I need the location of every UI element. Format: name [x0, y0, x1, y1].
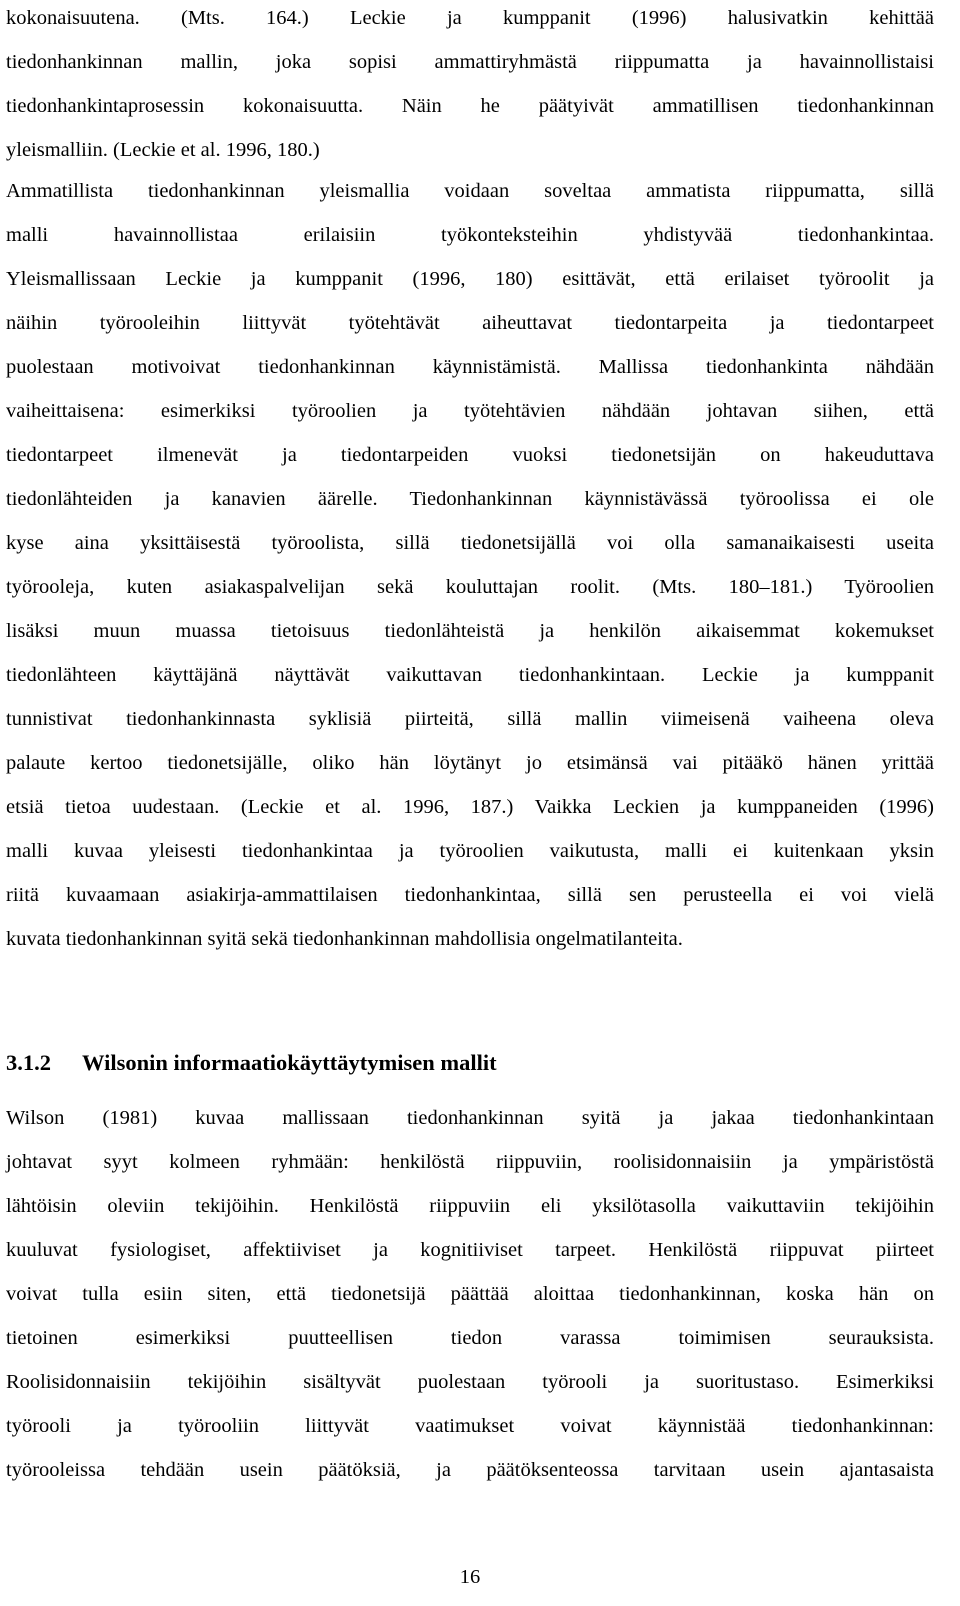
text-line: tiedontarpeet ilmenevät ja tiedontarpeiden vuoksi tiedonetsijän on hakeuduttava — [6, 444, 934, 466]
text-line: tiedonlähteen käyttäjänä näyttävät vaikuttavan tiedonhankintaan. Leckie ja kumppanit — [6, 664, 934, 686]
section-heading — [6, 1041, 497, 1085]
text-line: kuuluvat fysiologiset, affektiiviset ja kognitiiviset tarpeet. Henkilöstä riippuvat piirteet — [6, 1239, 934, 1261]
text-line: kokonaisuutena. (Mts. 164.) Leckie ja kumppanit (1996) halusivatkin kehittää — [6, 7, 934, 29]
section-title: Wilsonin informaatiokäyttäytymisen mallit — [82, 1050, 497, 1075]
text-line: malli kuvaa yleisesti tiedonhankintaa ja työroolien vaikutusta, malli ei kuitenkaan yksin — [6, 840, 934, 862]
text-line: Wilson (1981) kuvaa mallissaan tiedonhankinnan syitä ja jakaa tiedonhankintaan — [6, 1107, 934, 1129]
text-line: etsiä tietoa uudestaan. (Leckie et al. 1996, 187.) Vaikka Leckien ja kumppaneiden (1996) — [6, 796, 934, 818]
text-line: malli havainnollistaa erilaisiin työkonteksteihin yhdistyvää tiedonhankintaa. — [6, 224, 934, 246]
text-line: Yleismallissaan Leckie ja kumppanit (1996, 180) esittävät, että erilaiset työroolit ja — [6, 268, 934, 290]
text-line: tiedonhankinnan mallin, joka sopisi ammattiryhmästä riippumatta ja havainnollistaisi — [6, 51, 934, 73]
text-line: työrooli ja työrooliin liittyvät vaatimukset voivat käynnistää tiedonhankinnan: — [6, 1415, 934, 1437]
text-line: kyse aina yksittäisestä työroolista, sillä tiedonetsijällä voi olla samanaikaisesti useita — [6, 532, 934, 554]
text-line: lisäksi muun muassa tietoisuus tiedonlähteistä ja henkilön aikaisemmat kokemukset — [6, 620, 934, 642]
text-line: tiedonhankintaprosessin kokonaisuutta. Näin he päätyivät ammatillisen tiedonhankinnan — [6, 95, 934, 117]
text-line: tiedonlähteiden ja kanavien äärelle. Tiedonhankinnan käynnistävässä työroolissa ei ole — [6, 488, 934, 510]
text-line: riitä kuvaamaan asiakirja-ammattilaisen tiedonhankintaa, sillä sen perusteella ei voi vielä — [6, 884, 934, 906]
text-line: palaute kertoo tiedonetsijälle, oliko hän löytänyt jo etsimänsä vai pitääkö hänen yrittää — [6, 752, 934, 774]
text-line: puolestaan motivoivat tiedonhankinnan käynnistämistä. Mallissa tiedonhankinta nähdään — [6, 356, 934, 378]
text-line: tunnistivat tiedonhankinnasta syklisiä piirteitä, sillä mallin viimeisenä vaiheena oleva — [6, 708, 934, 730]
text-line: johtavat syyt kolmeen ryhmään: henkilöstä riippuviin, roolisidonnaisiin ja ympäristöstä — [6, 1151, 934, 1173]
text-line: näihin työrooleihin liittyvät työtehtävät aiheuttavat tiedontarpeita ja tiedontarpeet — [6, 312, 934, 334]
text-line: kuvata tiedonhankinnan syitä sekä tiedonhankinnan mahdollisia ongelmatilanteita. — [6, 928, 683, 950]
text-line: yleismalliin. (Leckie et al. 1996, 180.) — [6, 139, 320, 161]
text-line: tietoinen esimerkiksi puutteellisen tiedon varassa toimimisen seurauksista. — [6, 1327, 934, 1349]
paragraph-2 — [6, 169, 934, 961]
section-number: 3.1.2 — [6, 1050, 51, 1075]
text-line: lähtöisin oleviin tekijöihin. Henkilöstä riippuviin eli yksilötasolla vaikuttaviin tekijöihin — [6, 1195, 934, 1217]
paragraph-1 — [6, 0, 934, 172]
paragraph-3 — [6, 1096, 934, 1492]
text-line: työrooleissa tehdään usein päätöksiä, ja päätöksenteossa tarvitaan usein ajantasaista — [6, 1459, 934, 1481]
text-line: työrooleja, kuten asiakaspalvelijan sekä kouluttajan roolit. (Mts. 180–181.) Työroolien — [6, 576, 934, 598]
text-line: vaiheittaisena: esimerkiksi työroolien ja työtehtävien nähdään johtavan siihen, että — [6, 400, 934, 422]
text-line: Roolisidonnaisiin tekijöihin sisältyvät puolestaan työrooli ja suoritustaso. Esimerkiksi — [6, 1371, 934, 1393]
page-number: 16 — [459, 1566, 481, 1588]
text-line: Ammatillista tiedonhankinnan yleismallia voidaan soveltaa ammatista riippumatta, sillä — [6, 180, 934, 202]
text-line: voivat tulla esiin siten, että tiedonetsijä päättää aloittaa tiedonhankinnan, koska hän on — [6, 1283, 934, 1305]
